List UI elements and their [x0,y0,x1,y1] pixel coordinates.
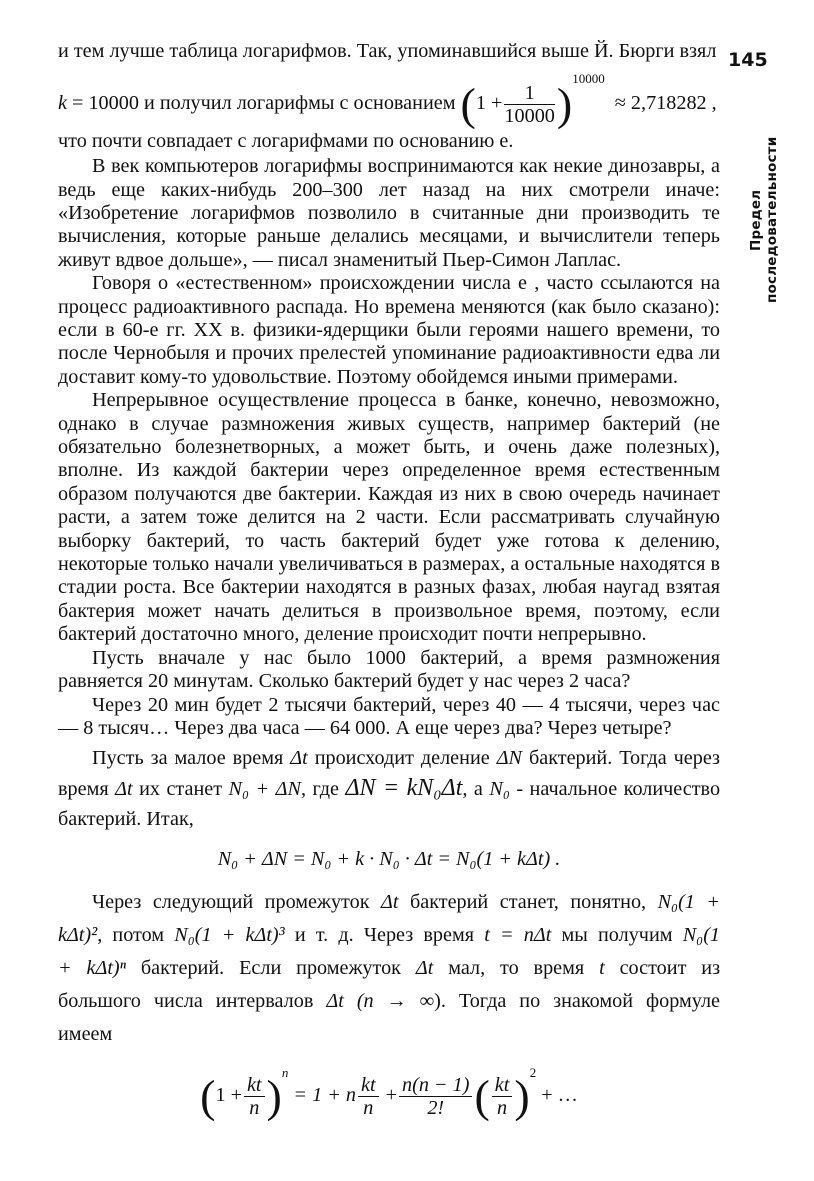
p7-text-h: - начальное [516,778,618,801]
paragraph-1-line-3: что почти совпадает с логарифмами по основанию e. [58,129,514,152]
p8-text-g: мал, то время [448,956,585,979]
formula-2 [58,1061,720,1122]
exponent-2: 2 [529,1064,537,1080]
paragraph-8 [58,886,720,1051]
math-cubed: N₀(1 + kΔt)³ [174,923,285,946]
paren-close: ) [514,1070,530,1122]
math-t: t [599,956,605,979]
p8-text-e: мы получим [561,923,673,946]
p8-text-c: , потом [97,923,165,946]
math-dt: Δt [326,989,344,1012]
p8-text-h: состоит из [619,956,721,979]
ellipsis-tail: + … [541,1083,578,1106]
paragraph-5: Пусть вначале у нас было 1000 бактерий, а время размножения равняется 20 минутам. Сколько бактерий будет у нас через 2 часа? [58,646,720,693]
exponent: 10000 [572,71,605,87]
p8-text-i: большого числа интервалов [58,989,314,1012]
numerator: kt [492,1074,513,1097]
denominator: n [363,1096,374,1119]
p8-text-d: и т. д. Через время [294,923,475,946]
p7-text-d: через время [58,747,721,801]
p8-text-k: имеем [58,1022,113,1045]
fraction-n-n-1-over-2 [399,1074,472,1119]
paragraph-4: Непрерывное осуществление процесса в банке, конечно, невозможно, однако в случае размножения живых существ, например бактерий (не обязательно болезнетворных, а может быть, и очень даже полезных), вполне. Из каждой бактерии через определенное время естественным образом получаются две бактерии. Каждая из них в свою очередь начинает расти, а затем тоже делится на 2 части. Если рассматривать случайную выборку бактерий, то часть бактерий будет уже готова к делению, некоторые только начали увеличиваться в размерах, а остальные находятся в стадии роста. Все бактерии находятся в разных фазах, любая наугад взятая бактерия может начать делиться в произвольное время, поэтому, если бактерий достаточно много, деление происходит почти непрерывно. [58,389,720,646]
math-dt: Δt [381,890,399,913]
one-plus: 1 + [215,1083,242,1106]
numerator: n(n − 1) [399,1074,472,1097]
math-n0: N₀ [489,778,510,801]
p7-text-g: , а [462,778,483,801]
math-t-eq: t = nΔt [484,923,552,946]
text-eq: = 10000 и получил логарифмы с основанием [66,92,456,115]
p7-text-c: бактерий. Тогда [528,747,667,770]
plus: + [385,1083,398,1106]
p7-text-a: Пусть за малое время [92,747,284,770]
paren-close: ) [556,78,573,130]
paragraph-1-formula-line [58,67,720,130]
p8-text-a: Через следующий промежуток [92,890,370,913]
approx-value: ≈ 2,718282 , [614,92,717,115]
math-n0-plus-dn: N₀ + ΔN [228,778,301,801]
numerator: kt [358,1074,379,1097]
math-dN: ΔN [496,747,523,770]
running-head: Предел последовательности [748,136,780,304]
math-power-n: N₀(1 + kΔt)ⁿ [58,923,721,979]
fraction-1-over-10000 [504,82,554,127]
math-dt: Δt [115,778,133,801]
p7-text-i: количество бактерий. Итак, [58,778,721,831]
numerator: kt [244,1074,265,1097]
p8-text-j: ). Тогда по знакомой формуле [434,989,721,1012]
denominator: n [497,1096,508,1119]
numerator: 1 [504,82,554,105]
paren-close: ) [266,1070,282,1122]
p7-text-b: происходит деление [314,747,490,770]
p7-text-f: , где [300,778,339,801]
p8-text-b: бактерий станет, понятно, [409,890,647,913]
main-text [58,40,721,1122]
one-plus: 1 + [475,92,503,115]
paragraph-2: В век компьютеров логарифмы воспринимаются как некие динозавры, а ведь еще каких-нибудь 200–300 лет назад на них смотрели иначе: «Изобретение логарифмов позволило в считанные дни производить те вычисления, которые раньше делались месяцами, и вычислители теперь живут вдвое дольше», — писал знаменитый Пьер-Симон Лаплас. [58,155,720,271]
p8-text-f: бактерий. Если промежуток [140,956,401,979]
fraction-kt-over-n [358,1074,379,1119]
paren-open: ( [474,1070,490,1122]
math-dn-equation: ΔN = kN₀Δt [345,775,463,802]
math-dt: Δt [415,956,434,979]
fraction-kt-over-n [492,1074,513,1119]
paren-open: ( [460,78,476,130]
paren-open: ( [200,1070,216,1122]
one-plus-n: = 1 + n [293,1083,356,1106]
paragraph-3: Говоря о «естественном» происхождении числа e , часто ссылаются на процесс радиоактивного распада. Но времена меняются (как было сказано): если в 60-е гг. XX в. физики-ядерщики были героями нашего времени, то после Чернобыля и прочих прелестей упоминание радиоактивности едва ли доставит кому-то удовольствие. Поэтому обойдемся иными примерами. [58,272,720,388]
math-n-to-infinity: (n → ∞ [356,989,435,1012]
math-squared: N₀(1 + kΔt)² [58,890,721,946]
math-dt: Δt [290,747,308,770]
var-k: k [58,92,67,115]
fraction-kt-over-n [244,1074,265,1119]
exponent-n: n [281,1064,289,1080]
paragraph-6: Через 20 мин будет 2 тысячи бактерий, через 40 — 4 тысячи, через час — 8 тысяч… Через два часа — 64 000. А еще через два? Через четыре? [58,693,720,739]
denominator: 10000 [504,105,555,128]
denominator: 2! [427,1096,445,1119]
denominator: n [249,1096,260,1119]
page-number: 145 [728,49,768,71]
paragraph-1-line-1: и тем лучше таблица логарифмов. Так, упоминавшийся выше Й. Бюрги взял [58,40,717,62]
formula-1: N₀ + ΔN = N₀ + k · N₀ · Δt = N₀(1 + kΔt) . [217,848,561,871]
paragraph-7 [58,743,720,834]
p7-text-e: их станет [139,778,223,801]
